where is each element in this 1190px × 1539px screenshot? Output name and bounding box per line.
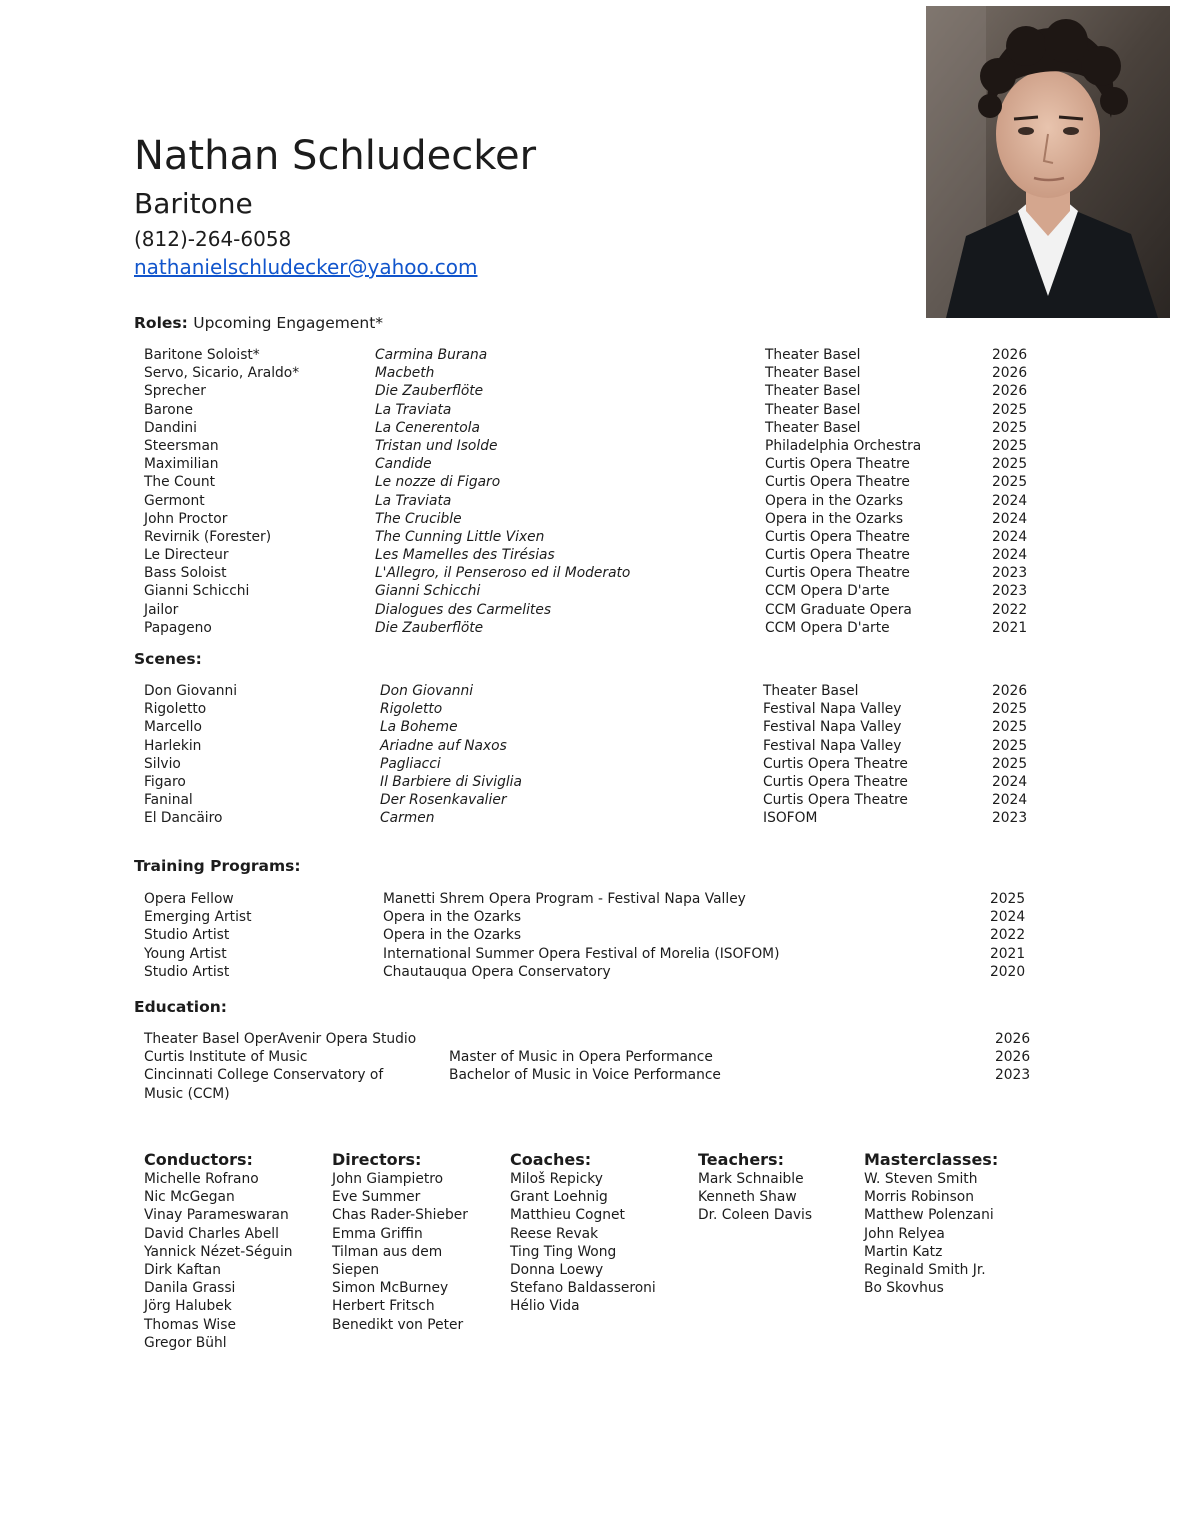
scene-company: Curtis Opera Theatre bbox=[763, 755, 908, 772]
opera-title: Dialogues des Carmelites bbox=[375, 601, 552, 618]
program-name: International Summer Opera Festival of Morelia (ISOFOM) bbox=[383, 945, 780, 962]
education-row bbox=[144, 1048, 1044, 1066]
role-row bbox=[144, 601, 1044, 619]
scene-role: Faninal bbox=[144, 792, 193, 809]
list-item: John Relyea bbox=[864, 1225, 945, 1242]
scene-opera: La Boheme bbox=[380, 719, 458, 736]
company: Curtis Opera Theatre bbox=[765, 528, 910, 545]
list-item: Hélio Vida bbox=[510, 1298, 580, 1315]
company: Curtis Opera Theatre bbox=[765, 565, 910, 582]
list-item: David Charles Abell bbox=[144, 1225, 279, 1242]
year: 2025 bbox=[992, 474, 1028, 491]
list-column-directors bbox=[332, 1150, 468, 1334]
role-name: Papageno bbox=[144, 619, 212, 636]
training-heading: Training Programs: bbox=[134, 857, 301, 875]
education-row bbox=[144, 1030, 1044, 1048]
opera-title: Carmina Burana bbox=[375, 347, 488, 363]
list-item: Dirk Kaftan bbox=[144, 1262, 221, 1279]
scene-row bbox=[144, 755, 1044, 773]
year: 2023 bbox=[992, 565, 1028, 582]
training-table bbox=[144, 890, 1044, 981]
scene-company: Theater Basel bbox=[763, 683, 859, 699]
scene-opera: Pagliacci bbox=[380, 755, 441, 772]
scene-company: Curtis Opera Theatre bbox=[763, 792, 908, 809]
list-item: Yannick Nézet-Séguin bbox=[144, 1243, 293, 1260]
list-item: Kenneth Shaw bbox=[698, 1189, 797, 1206]
list-item: Matthieu Cognet bbox=[510, 1207, 625, 1224]
scene-role: Harlekin bbox=[144, 737, 202, 754]
opera-title: L'Allegro, il Penseroso ed il Moderato bbox=[375, 565, 631, 582]
scene-opera: Der Rosenkavalier bbox=[380, 792, 507, 809]
scene-year: 2024 bbox=[992, 773, 1028, 790]
opera-title: Le nozze di Figaro bbox=[375, 474, 501, 491]
role-name: Le Directeur bbox=[144, 547, 229, 564]
program-name: Opera in the Ozarks bbox=[383, 909, 522, 926]
company: Theater Basel bbox=[765, 401, 861, 418]
role-name: Jailor bbox=[144, 601, 179, 618]
training-row bbox=[144, 963, 1044, 981]
list-item: Vinay Parameswaran bbox=[144, 1207, 289, 1224]
program-year: 2025 bbox=[990, 891, 1026, 907]
list-heading: Teachers: bbox=[698, 1150, 784, 1169]
program-year: 2021 bbox=[990, 945, 1026, 962]
scene-company: ISOFOM bbox=[763, 810, 818, 827]
degree: Master of Music in Opera Performance bbox=[449, 1049, 713, 1066]
year: 2026 bbox=[992, 365, 1028, 382]
list-item: Nic McGegan bbox=[144, 1189, 235, 1206]
training-row bbox=[144, 908, 1044, 926]
company: Theater Basel bbox=[765, 347, 861, 363]
role-name: The Count bbox=[144, 474, 216, 491]
year: 2022 bbox=[992, 601, 1028, 618]
list-item: Thomas Wise bbox=[144, 1316, 236, 1333]
scene-year: 2025 bbox=[992, 755, 1028, 772]
opera-title: La Traviata bbox=[375, 401, 452, 418]
phone-number: (812)-264-6058 bbox=[134, 227, 292, 251]
scene-role: Figaro bbox=[144, 773, 186, 790]
list-item: Martin Katz bbox=[864, 1243, 943, 1260]
roles-heading: Roles: Upcoming Engagement* bbox=[134, 314, 384, 332]
year: 2026 bbox=[992, 383, 1028, 400]
role-name: Revirnik (Forester) bbox=[144, 528, 272, 545]
list-item: Reginald Smith Jr. bbox=[864, 1262, 986, 1279]
training-row bbox=[144, 890, 1044, 908]
list-item: Grant Loehnig bbox=[510, 1189, 608, 1206]
opera-title: The Crucible bbox=[375, 510, 462, 527]
scene-row bbox=[144, 682, 1044, 700]
role-row bbox=[144, 455, 1044, 473]
list-item: Miloš Repicky bbox=[510, 1171, 603, 1187]
headshot-photo bbox=[926, 6, 1170, 318]
list-item: Reese Revak bbox=[510, 1225, 599, 1242]
company: Theater Basel bbox=[765, 419, 861, 436]
program-position: Emerging Artist bbox=[144, 909, 252, 926]
scene-role: El Dancäiro bbox=[144, 810, 223, 827]
list-item: Michelle Rofrano bbox=[144, 1171, 259, 1187]
program-position: Studio Artist bbox=[144, 927, 230, 944]
company: CCM Graduate Opera bbox=[765, 601, 912, 618]
list-item: Benedikt von Peter bbox=[332, 1316, 464, 1333]
list-item: Donna Loewy bbox=[510, 1262, 604, 1279]
opera-title: Tristan und Isolde bbox=[375, 437, 498, 454]
scene-role: Don Giovanni bbox=[144, 683, 238, 699]
list-item: Ting Ting Wong bbox=[510, 1243, 617, 1260]
list-item: Jörg Halubek bbox=[144, 1298, 232, 1315]
opera-title: La Traviata bbox=[375, 492, 452, 509]
institution: Music (CCM) bbox=[144, 1085, 230, 1102]
role-row bbox=[144, 619, 1044, 637]
role-name: John Proctor bbox=[144, 510, 228, 527]
company: Philadelphia Orchestra bbox=[765, 437, 922, 454]
role-name: Bass Soloist bbox=[144, 565, 227, 582]
list-column-teachers bbox=[698, 1150, 812, 1225]
training-row bbox=[144, 926, 1044, 944]
scene-year: 2025 bbox=[992, 737, 1028, 754]
company: Curtis Opera Theatre bbox=[765, 547, 910, 564]
scene-year: 2025 bbox=[992, 701, 1028, 718]
role-name: Baritone Soloist* bbox=[144, 347, 260, 363]
institution: Theater Basel OperAvenir Opera Studio bbox=[144, 1031, 417, 1047]
list-heading: Coaches: bbox=[510, 1150, 592, 1169]
role-row bbox=[144, 346, 1044, 364]
list-item: John Giampietro bbox=[332, 1171, 444, 1187]
scene-role: Marcello bbox=[144, 719, 202, 736]
list-item: W. Steven Smith bbox=[864, 1171, 978, 1187]
education-year: 2026 bbox=[995, 1049, 1031, 1066]
list-heading: Directors: bbox=[332, 1150, 422, 1169]
scene-opera: Don Giovanni bbox=[380, 683, 474, 699]
program-name: Manetti Shrem Opera Program - Festival Napa Valley bbox=[383, 891, 746, 907]
opera-title: Die Zauberflöte bbox=[375, 619, 484, 636]
list-item: Morris Robinson bbox=[864, 1189, 974, 1206]
scenes-table bbox=[144, 682, 1044, 828]
role-row bbox=[144, 401, 1044, 419]
role-row bbox=[144, 492, 1044, 510]
list-heading: Conductors: bbox=[144, 1150, 253, 1169]
scene-company: Festival Napa Valley bbox=[763, 737, 902, 754]
program-year: 2020 bbox=[990, 963, 1026, 980]
role-row bbox=[144, 582, 1044, 600]
company: Curtis Opera Theatre bbox=[765, 456, 910, 473]
scene-year: 2025 bbox=[992, 719, 1028, 736]
list-item: Eve Summer bbox=[332, 1189, 421, 1206]
scene-role: Rigoletto bbox=[144, 701, 207, 718]
program-position: Studio Artist bbox=[144, 963, 230, 980]
role-row bbox=[144, 546, 1044, 564]
company: CCM Opera D'arte bbox=[765, 619, 890, 636]
role-row bbox=[144, 382, 1044, 400]
opera-title: La Cenerentola bbox=[375, 419, 480, 436]
list-item: Mark Schnaible bbox=[698, 1171, 804, 1187]
year: 2025 bbox=[992, 419, 1028, 436]
year: 2026 bbox=[992, 347, 1028, 363]
collaborators-section bbox=[144, 1150, 1044, 1380]
performer-name: Nathan Schludecker bbox=[134, 133, 537, 179]
opera-title: Candide bbox=[375, 456, 432, 473]
opera-title: Gianni Schicchi bbox=[375, 583, 481, 600]
voice-type: Baritone bbox=[134, 187, 253, 220]
list-item: Simon McBurney bbox=[332, 1280, 449, 1297]
list-item: Herbert Fritsch bbox=[332, 1298, 435, 1315]
role-name: Maximilian bbox=[144, 456, 219, 473]
role-name: Sprecher bbox=[144, 383, 206, 400]
year: 2024 bbox=[992, 492, 1028, 509]
email-link[interactable]: nathanielschludecker@yahoo.com bbox=[134, 255, 478, 279]
list-item: Dr. Coleen Davis bbox=[698, 1207, 813, 1224]
year: 2023 bbox=[992, 583, 1028, 600]
scene-company: Festival Napa Valley bbox=[763, 701, 902, 718]
education-year: 2026 bbox=[995, 1031, 1031, 1047]
scene-row bbox=[144, 791, 1044, 809]
degree: Bachelor of Music in Voice Performance bbox=[449, 1067, 721, 1084]
program-name: Chautauqua Opera Conservatory bbox=[383, 963, 611, 980]
year: 2024 bbox=[992, 547, 1028, 564]
institution: Cincinnati College Conservatory of bbox=[144, 1067, 384, 1084]
list-item: Bo Skovhus bbox=[864, 1280, 944, 1297]
scene-opera: Rigoletto bbox=[380, 701, 443, 718]
program-name: Opera in the Ozarks bbox=[383, 927, 522, 944]
role-name: Germont bbox=[144, 492, 205, 509]
list-item: Chas Rader-Shieber bbox=[332, 1207, 468, 1224]
institution: Curtis Institute of Music bbox=[144, 1049, 308, 1066]
role-row bbox=[144, 437, 1044, 455]
scenes-heading: Scenes: bbox=[134, 650, 202, 668]
year: 2021 bbox=[992, 619, 1028, 636]
training-row bbox=[144, 945, 1044, 963]
scene-opera: Il Barbiere di Siviglia bbox=[380, 773, 522, 790]
program-position: Opera Fellow bbox=[144, 891, 234, 907]
role-row bbox=[144, 510, 1044, 528]
scene-row bbox=[144, 718, 1044, 736]
scene-row bbox=[144, 700, 1044, 718]
opera-title: Les Mamelles des Tirésias bbox=[375, 547, 555, 564]
list-item: Matthew Polenzani bbox=[864, 1207, 994, 1224]
scene-role: Silvio bbox=[144, 755, 181, 772]
company: Opera in the Ozarks bbox=[765, 492, 904, 509]
scene-opera: Carmen bbox=[380, 810, 435, 827]
role-name: Steersman bbox=[144, 437, 219, 454]
year: 2024 bbox=[992, 528, 1028, 545]
scene-company: Festival Napa Valley bbox=[763, 719, 902, 736]
scene-year: 2024 bbox=[992, 792, 1028, 809]
list-item: Stefano Baldasseroni bbox=[510, 1280, 656, 1297]
roles-table bbox=[144, 346, 1044, 637]
company: Theater Basel bbox=[765, 365, 861, 382]
company: Curtis Opera Theatre bbox=[765, 474, 910, 491]
education-year: 2023 bbox=[995, 1067, 1031, 1084]
scene-opera: Ariadne auf Naxos bbox=[380, 737, 507, 754]
list-column-conductors bbox=[144, 1150, 293, 1352]
list-item: Tilman aus dem bbox=[332, 1243, 443, 1260]
role-name: Servo, Sicario, Araldo* bbox=[144, 365, 300, 382]
opera-title: Macbeth bbox=[375, 365, 435, 382]
company: Opera in the Ozarks bbox=[765, 510, 904, 527]
education-heading: Education: bbox=[134, 998, 227, 1016]
education-row bbox=[144, 1066, 1044, 1084]
program-year: 2022 bbox=[990, 927, 1026, 944]
list-column-coaches bbox=[510, 1150, 656, 1316]
year: 2025 bbox=[992, 401, 1028, 418]
program-position: Young Artist bbox=[144, 945, 227, 962]
scene-row bbox=[144, 809, 1044, 827]
role-row bbox=[144, 473, 1044, 491]
opera-title: Die Zauberflöte bbox=[375, 383, 484, 400]
year: 2024 bbox=[992, 510, 1028, 527]
scene-company: Curtis Opera Theatre bbox=[763, 773, 908, 790]
role-name: Dandini bbox=[144, 419, 197, 436]
company: Theater Basel bbox=[765, 383, 861, 400]
education-row bbox=[144, 1085, 1044, 1103]
company: CCM Opera D'arte bbox=[765, 583, 890, 600]
role-row bbox=[144, 564, 1044, 582]
program-year: 2024 bbox=[990, 909, 1026, 926]
role-name: Barone bbox=[144, 401, 193, 418]
scene-year: 2026 bbox=[992, 683, 1028, 699]
scene-row bbox=[144, 773, 1044, 791]
education-table bbox=[144, 1030, 1044, 1103]
scene-row bbox=[144, 737, 1044, 755]
role-row bbox=[144, 364, 1044, 382]
role-name: Gianni Schicchi bbox=[144, 583, 250, 600]
year: 2025 bbox=[992, 456, 1028, 473]
scene-year: 2023 bbox=[992, 810, 1028, 827]
list-item: Gregor Bühl bbox=[144, 1334, 227, 1351]
list-item: Danila Grassi bbox=[144, 1280, 236, 1297]
year: 2025 bbox=[992, 437, 1028, 454]
opera-title: The Cunning Little Vixen bbox=[375, 528, 545, 545]
list-item: Emma Griffin bbox=[332, 1225, 423, 1242]
list-item: Siepen bbox=[332, 1262, 380, 1279]
list-heading: Masterclasses: bbox=[864, 1150, 999, 1169]
list-column-masterclasses bbox=[864, 1150, 998, 1297]
role-row bbox=[144, 528, 1044, 546]
role-row bbox=[144, 419, 1044, 437]
